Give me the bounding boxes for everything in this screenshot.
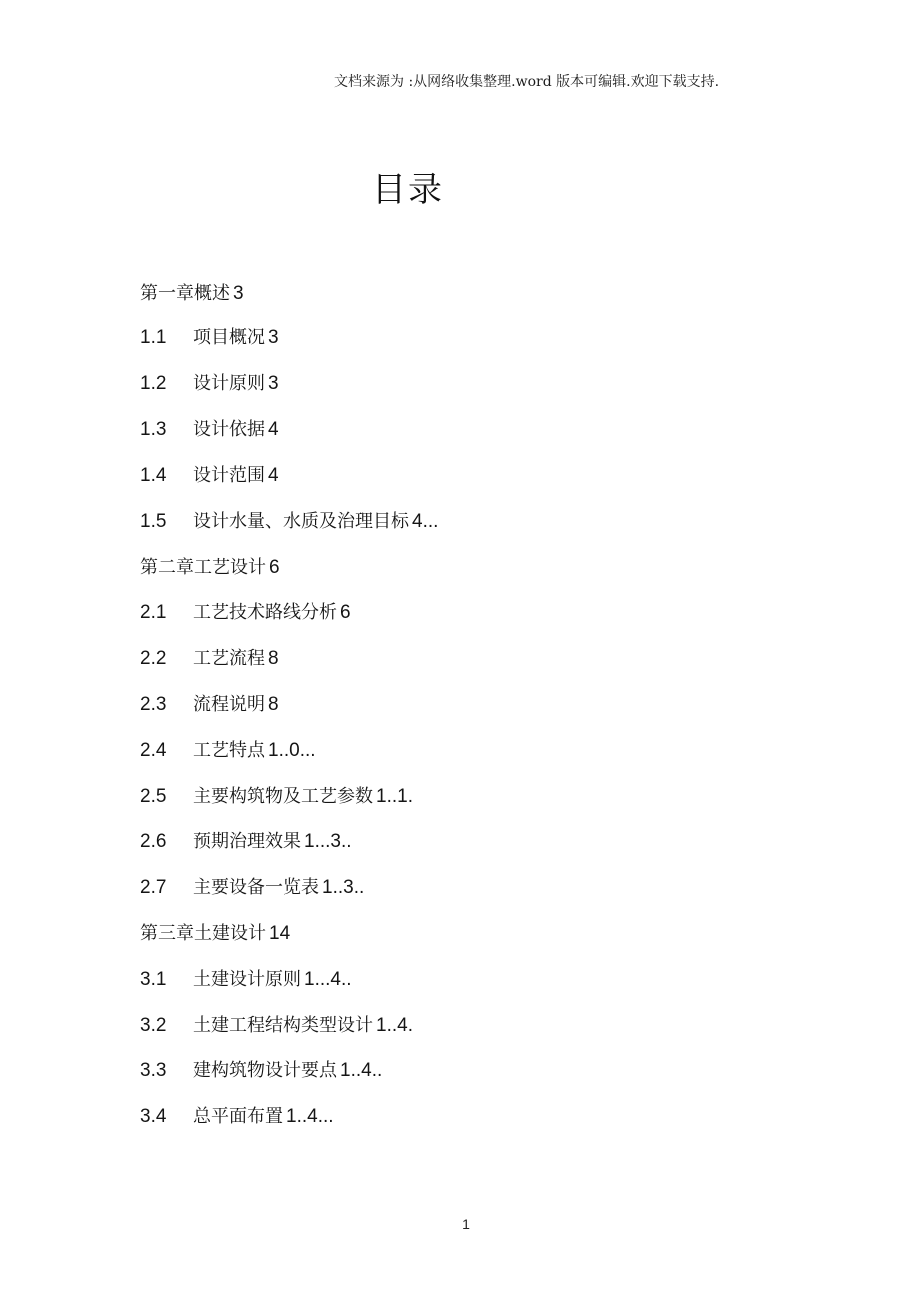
toc-entry-2-6[interactable]	[140, 827, 352, 857]
toc-chapter-1[interactable]	[140, 279, 244, 309]
section-title: 设计原则	[193, 373, 265, 394]
page-ref: 3	[268, 373, 279, 394]
page-ref: 4	[268, 419, 279, 440]
page-ref: 14	[269, 923, 291, 944]
toc-entry-2-4[interactable]	[140, 736, 316, 766]
toc-chapter-3[interactable]	[140, 919, 290, 949]
toc-entry-2-5[interactable]	[140, 782, 413, 812]
page-ref: 8	[268, 648, 279, 669]
toc-entry-2-2[interactable]	[140, 644, 279, 674]
section-number: 1.5	[140, 511, 167, 532]
section-title: 项目概况	[193, 327, 265, 348]
page-ref: 3	[233, 283, 244, 304]
page-ref: 3	[268, 327, 279, 348]
page-ref: 1..3..	[322, 877, 365, 898]
toc-entry-1-1[interactable]	[140, 323, 279, 353]
section-title: 工艺流程	[193, 648, 265, 669]
section-title: 工艺特点	[193, 740, 265, 761]
toc-entry-3-2[interactable]	[140, 1011, 413, 1041]
section-number: 3.3	[140, 1060, 167, 1081]
toc-entry-2-3[interactable]	[140, 690, 279, 720]
section-title: 工艺技术路线分析	[193, 602, 337, 623]
page-ref: 1..4.	[376, 1015, 413, 1036]
toc-entry-3-1[interactable]	[140, 965, 352, 995]
page-ref: 1...3..	[304, 831, 352, 852]
toc-entry-1-4[interactable]	[140, 461, 279, 491]
header-note: 文档来源为 :从网络收集整理.word 版本可编辑.欢迎下载支持.	[334, 74, 720, 90]
page-ref: 1..1.	[376, 786, 413, 807]
section-title: 土建工程结构类型设计	[193, 1015, 373, 1036]
page-number: 1	[462, 1216, 470, 1232]
page-title: 目录	[372, 170, 444, 210]
page-ref: 6	[269, 557, 280, 578]
page-ref: 1..4..	[340, 1060, 383, 1081]
toc-entry-3-4[interactable]	[140, 1102, 334, 1132]
page-ref: 4...	[412, 511, 439, 532]
section-number: 1.2	[140, 373, 167, 394]
page-ref: 1..0...	[268, 740, 316, 761]
section-title: 设计依据	[193, 419, 265, 440]
page-ref: 1..4...	[286, 1106, 334, 1127]
section-title: 土建设计原则	[193, 969, 301, 990]
section-number: 1.1	[140, 327, 167, 348]
section-number: 3.4	[140, 1106, 167, 1127]
section-number: 2.4	[140, 740, 167, 761]
section-number: 2.1	[140, 602, 167, 623]
chapter-title: 第三章土建设计	[140, 923, 266, 944]
chapter-title: 第一章概述	[140, 283, 230, 304]
section-number: 2.3	[140, 694, 167, 715]
toc-entry-1-5[interactable]	[140, 507, 438, 537]
chapter-title: 第二章工艺设计	[140, 557, 266, 578]
section-title: 设计范围	[193, 465, 265, 486]
page-ref: 8	[268, 694, 279, 715]
section-number: 2.2	[140, 648, 167, 669]
section-title: 总平面布置	[193, 1106, 283, 1127]
section-number: 2.5	[140, 786, 167, 807]
section-number: 2.6	[140, 831, 167, 852]
toc-entry-1-3[interactable]	[140, 415, 279, 445]
section-title: 主要设备一览表	[193, 877, 319, 898]
toc-entry-1-2[interactable]	[140, 369, 279, 399]
section-title: 预期治理效果	[193, 831, 301, 852]
section-number: 1.3	[140, 419, 167, 440]
section-title: 流程说明	[193, 694, 265, 715]
page-ref: 6	[340, 602, 351, 623]
toc-entry-3-3[interactable]	[140, 1056, 382, 1086]
section-title: 建构筑物设计要点	[193, 1060, 337, 1081]
section-number: 3.1	[140, 969, 167, 990]
section-number: 1.4	[140, 465, 167, 486]
toc-chapter-2[interactable]	[140, 553, 280, 583]
section-number: 3.2	[140, 1015, 167, 1036]
page-ref: 1...4..	[304, 969, 352, 990]
section-title: 主要构筑物及工艺参数	[193, 786, 373, 807]
section-number: 2.7	[140, 877, 167, 898]
toc-entry-2-1[interactable]	[140, 598, 351, 628]
page-ref: 4	[268, 465, 279, 486]
section-title: 设计水量、水质及治理目标	[193, 511, 409, 532]
toc-entry-2-7[interactable]	[140, 873, 364, 903]
